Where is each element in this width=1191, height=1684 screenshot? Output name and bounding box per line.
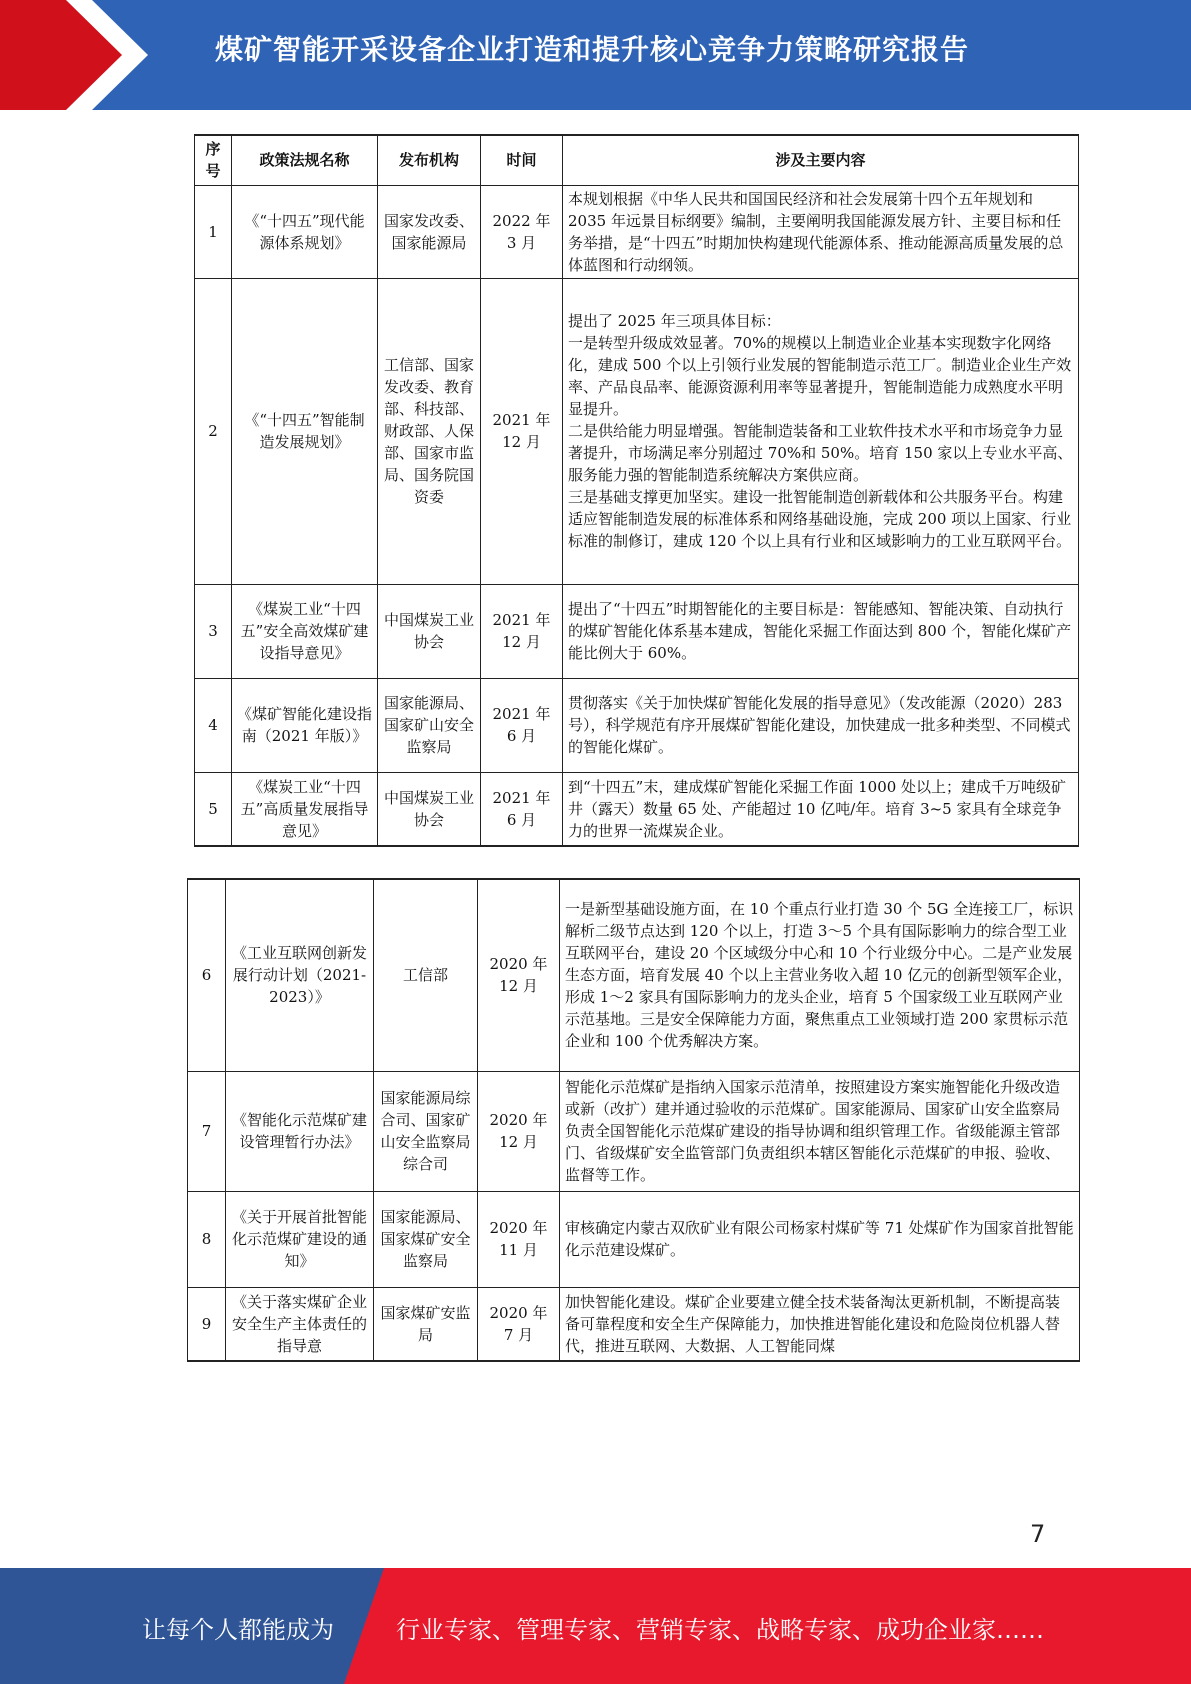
header-policy-name: 政策法规名称: [232, 135, 378, 185]
policy-name: 《关于开展首批智能化示范煤矿建设的通知》: [226, 1191, 374, 1287]
header-time: 时间: [481, 135, 563, 185]
issue-time: 2022 年 3 月: [481, 185, 563, 278]
policy-table: [194, 134, 1079, 847]
row-index: 8: [188, 1191, 226, 1287]
issuing-agency: 国家能源局综合司、国家矿山安全监察局综合司: [374, 1071, 478, 1191]
row-index: 1: [195, 185, 232, 278]
policy-content: 加快智能化建设。煤矿企业要建立健全技术装备淘汰更新机制，不断提高装备可靠程度和安全生产保障能力，加快推进智能化建设和危险岗位机器人替代，推进互联网、大数据、人工智能同煤: [560, 1287, 1080, 1361]
issue-time: 2021 年 6 月: [481, 678, 563, 772]
table-row: [188, 1287, 1080, 1361]
issuing-agency: 国家发改委、国家能源局: [378, 185, 481, 278]
page-number: 7: [1030, 1520, 1046, 1548]
footer-slogan-right: 行业专家、管理专家、营销专家、战略专家、成功企业家……: [396, 1616, 1044, 1644]
header-agency: 发布机构: [378, 135, 481, 185]
issuing-agency: 国家能源局、国家煤矿安全监察局: [374, 1191, 478, 1287]
policy-content: 提出了 2025 年三项具体目标： 一是转型升级成效显著。70%的规模以上制造业企业基本实现数字化网络化，建成 500 个以上引领行业发展的智能制造示范工厂。制造业企业生产效率、产品良品率、能源资源利用率等显著提升，智能制造能力成熟度水平明显提升。 二是供给能力明显增强。智能制造装备和工业软件技术水平和市场竞争力显著提升，市场满足率分别超过 70%和 50%。培育 150 家以上专业水平高、服务能力强的智能制造系统解决方案供应商。 三是基础支撑更加坚实。建设一批智能制造创新载体和公共服务平台。构建适应智能制造发展的标准体系和网络基础设施，完成 200 项以上国家、行业标准的制修订，建成 120 个以上具有行业和区域影响力的工业互联网平台。: [563, 278, 1079, 584]
policy-name: 《煤矿智能化建设指南（2021 年版）》: [232, 678, 378, 772]
table-row: [188, 879, 1080, 1071]
policy-content: 本规划根据《中华人民共和国国民经济和社会发展第十四个五年规划和 2035 年远景目标纲要》编制，主要阐明我国能源发展方针、主要目标和任务举措，是“十四五”时期加快构建现代能源体系、推动能源高质量发展的总体蓝图和行动纲领。: [563, 185, 1079, 278]
issue-time: 2021 年 6 月: [481, 772, 563, 846]
policy-name: 《关于落实煤矿企业安全生产主体责任的指导意: [226, 1287, 374, 1361]
row-index: 7: [188, 1071, 226, 1191]
issuing-agency: 国家能源局、国家矿山安全监察局: [378, 678, 481, 772]
row-index: 5: [195, 772, 232, 846]
header-index: 序号: [195, 135, 232, 185]
row-index: 3: [195, 584, 232, 678]
policy-name: 《工业互联网创新发展行动计划（2021-2023）》: [226, 879, 374, 1071]
issue-time: 2020 年 12 月: [478, 1071, 560, 1191]
issuing-agency: 中国煤炭工业协会: [378, 584, 481, 678]
row-index: 2: [195, 278, 232, 584]
policy-content: 智能化示范煤矿是指纳入国家示范清单，按照建设方案实施智能化升级改造或新（改扩）建并通过验收的示范煤矿。国家能源局、国家矿山安全监察局负责全国智能化示范煤矿建设的指导协调和组织管理工作。省级能源主管部门、省级煤矿安全监管部门负责组织本辖区智能化示范煤矿的申报、验收、监督等工作。: [560, 1071, 1080, 1191]
policy-content: 到“十四五”末，建成煤矿智能化采掘工作面 1000 处以上；建成千万吨级矿井（露天）数量 65 处、产能超过 10 亿吨/年。培育 3~5 家具有全球竞争力的世界一流煤炭企业。: [563, 772, 1079, 846]
footer-slogan-left: 让每个人都能成为: [142, 1616, 334, 1644]
table-row: [195, 185, 1079, 278]
report-title: 煤矿智能开采设备企业打造和提升核心竞争力策略研究报告: [215, 33, 970, 66]
policy-name: 《煤炭工业“十四五”安全高效煤矿建设指导意见》: [232, 584, 378, 678]
row-index: 4: [195, 678, 232, 772]
policy-name: 《智能化示范煤矿建设管理暂行办法》: [226, 1071, 374, 1191]
policy-name: 《“十四五”现代能源体系规划》: [232, 185, 378, 278]
table-row: [195, 584, 1079, 678]
report-header-banner: [0, 0, 1191, 110]
policy-content: 贯彻落实《关于加快煤矿智能化发展的指导意见》（发改能源（2020）283 号），科学规范有序开展煤矿智能化建设，加快建成一批多种类型、不同模式的智能化煤矿。: [563, 678, 1079, 772]
issue-time: 2021 年 12 月: [481, 584, 563, 678]
header-content: 涉及主要内容: [563, 135, 1079, 185]
table-row: [195, 278, 1079, 584]
row-index: 9: [188, 1287, 226, 1361]
table-row: [195, 678, 1079, 772]
table-header-row: [195, 135, 1079, 185]
policy-content: 一是新型基础设施方面，在 10 个重点行业打造 30 个 5G 全连接工厂，标识解析二级节点达到 120 个以上，打造 3～5 个具有国际影响力的综合型工业互联网平台，建设 20 个区域级分中心和 10 个行业级分中心。二是产业发展生态方面，培育发展 40 个以上主营业务收入超 10 亿元的创新型领军企业，形成 1～2 家具有国际影响力的龙头企业，培育 5 个国家级工业互联网产业示范基地。三是安全保障能力方面，聚焦重点工业领域打造 200 家贯标示范企业和 100 个优秀解决方案。: [560, 879, 1080, 1071]
policy-name: 《煤炭工业“十四五”高质量发展指导意见》: [232, 772, 378, 846]
table-row: [188, 1191, 1080, 1287]
table-row: [195, 772, 1079, 846]
issuing-agency: 中国煤炭工业协会: [378, 772, 481, 846]
issuing-agency: 工信部: [374, 879, 478, 1071]
policy-name: 《“十四五”智能制造发展规划》: [232, 278, 378, 584]
row-index: 6: [188, 879, 226, 1071]
footer-banner: [0, 1568, 1191, 1684]
policy-content: 审核确定内蒙古双欣矿业有限公司杨家村煤矿等 71 处煤矿作为国家首批智能化示范建设煤矿。: [560, 1191, 1080, 1287]
issue-time: 2020 年 7 月: [478, 1287, 560, 1361]
issuing-agency: 工信部、国家发改委、教育部、科技部、财政部、人保部、国家市监局、国务院国资委: [378, 278, 481, 584]
table-row: [188, 1071, 1080, 1191]
issue-time: 2020 年 12 月: [478, 879, 560, 1071]
policy-content: 提出了“十四五”时期智能化的主要目标是：智能感知、智能决策、自动执行的煤矿智能化体系基本建成，智能化采掘工作面达到 800 个，智能化煤矿产能比例大于 60%。: [563, 584, 1079, 678]
policy-table-continued: [187, 878, 1080, 1362]
issue-time: 2020 年 11 月: [478, 1191, 560, 1287]
issue-time: 2021 年 12 月: [481, 278, 563, 584]
issuing-agency: 国家煤矿安监局: [374, 1287, 478, 1361]
